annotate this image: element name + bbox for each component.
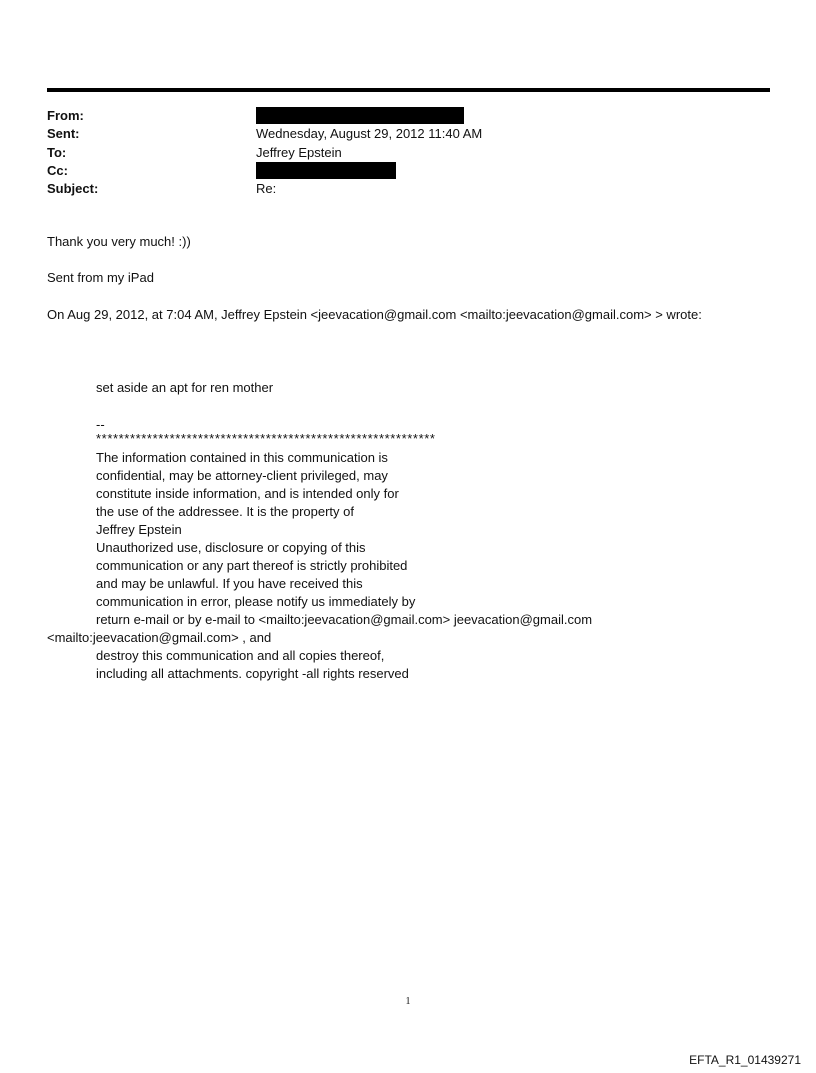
disclaimer-line: the use of the addressee. It is the property of	[96, 504, 354, 519]
disclaimer-line: confidential, may be attorney-client privileged, may	[96, 468, 388, 483]
page-number: 1	[405, 996, 411, 1007]
subject-label: Subject:	[47, 181, 99, 196]
disclaimer-line: and may be unlawful. If you have received this	[96, 576, 363, 591]
disclaimer-line: The information contained in this communication is	[96, 450, 388, 465]
disclaimer-line: Unauthorized use, disclosure or copying of this	[96, 540, 366, 555]
asterisk-divider: ************************************************************	[96, 431, 436, 446]
document-id: EFTA_R1_01439271	[689, 1053, 801, 1067]
cc-label: Cc:	[47, 163, 68, 178]
disclaimer-line: Jeffrey Epstein	[96, 522, 182, 537]
quote-attribution: On Aug 29, 2012, at 7:04 AM, Jeffrey Epstein <jeevacation@gmail.com <mailto:jeevacation@gmail.com> > wrote:	[47, 307, 702, 322]
from-redaction	[256, 107, 464, 124]
signature: Sent from my iPad	[47, 270, 154, 285]
disclaimer-line: constitute inside information, and is intended only for	[96, 486, 399, 501]
to-label: To:	[47, 145, 67, 160]
disclaimer-line: <mailto:jeevacation@gmail.com> , and	[47, 630, 272, 645]
header-rule	[47, 88, 770, 92]
to-value: Jeffrey Epstein	[256, 145, 342, 160]
disclaimer-line: return e-mail or by e-mail to <mailto:jeevacation@gmail.com> jeevacation@gmail.com	[96, 612, 593, 627]
disclaimer-line: including all attachments. copyright -all rights reserved	[96, 666, 409, 681]
disclaimer-line: communication in error, please notify us immediately by	[96, 594, 416, 609]
signature-dashes: --	[96, 417, 105, 432]
from-label: From:	[47, 108, 84, 123]
quoted-message: set aside an apt for ren mother	[96, 380, 274, 395]
disclaimer-line: communication or any part thereof is strictly prohibited	[96, 558, 408, 573]
reply-text: Thank you very much! :))	[47, 234, 191, 249]
sent-label: Sent:	[47, 126, 80, 141]
disclaimer-line: destroy this communication and all copies thereof,	[96, 648, 385, 663]
subject-value: Re:	[256, 181, 277, 196]
cc-redaction	[256, 162, 396, 179]
sent-value: Wednesday, August 29, 2012 11:40 AM	[256, 126, 483, 141]
